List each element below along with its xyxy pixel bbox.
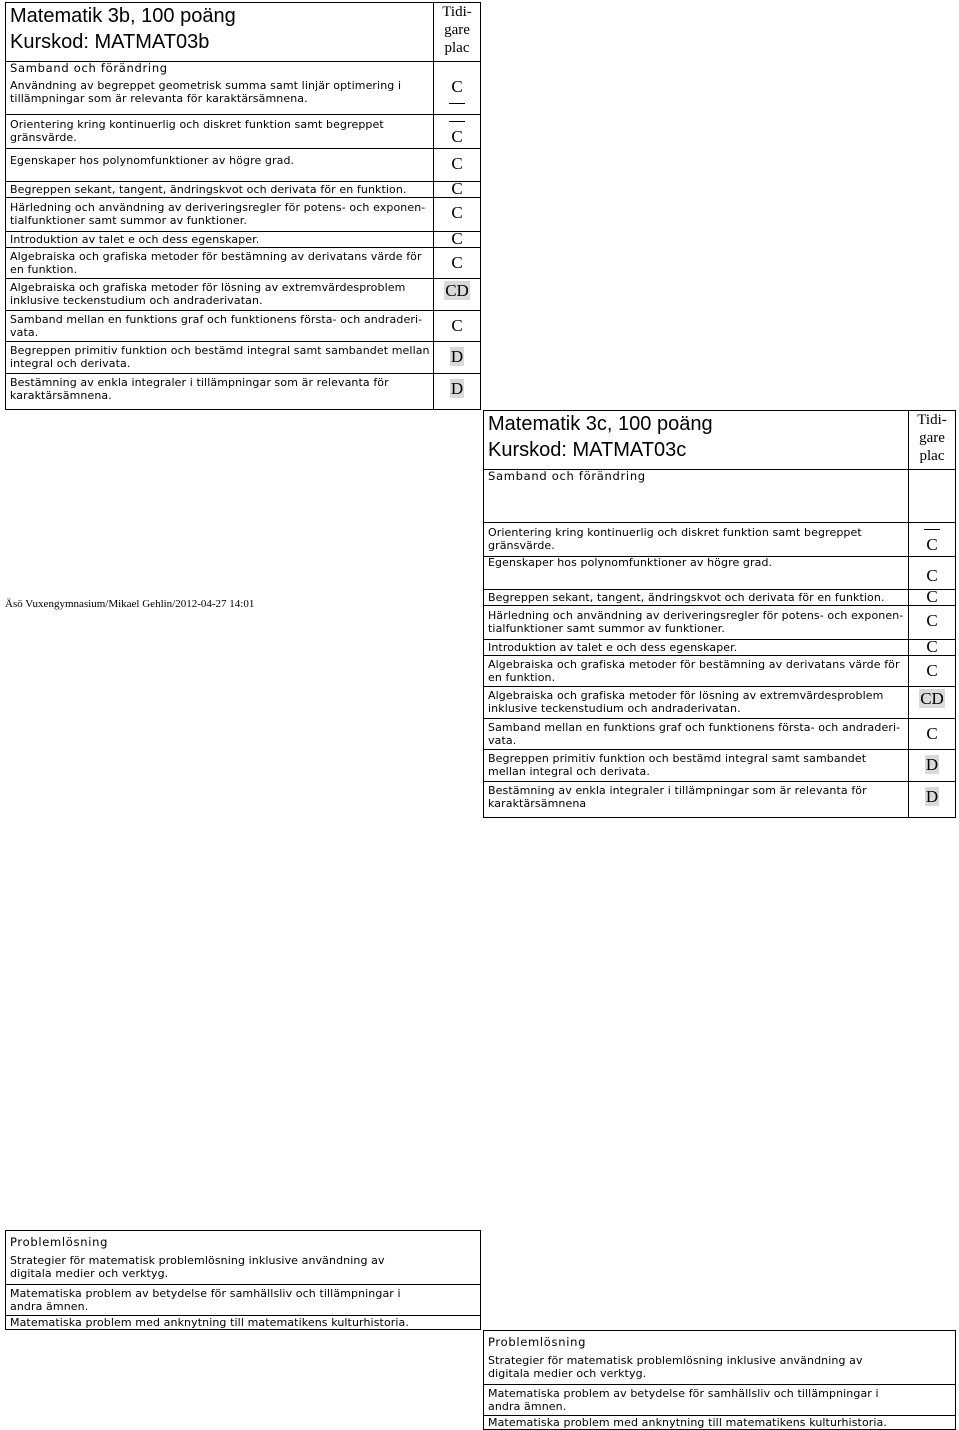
section-heading: Problemlösning xyxy=(10,1235,109,1249)
course-3b-code: Kurskod: MATMAT03b xyxy=(10,31,210,53)
table-row: Användning av begreppet geometrisk summa samt linjär optimering i tillämpningar som är relevanta för karaktärsämnena. C xyxy=(6,76,480,115)
table-row xyxy=(484,484,955,523)
table-row: Bestämning av enkla integraler i tillämpningar som är relevanta för karaktärsämnena. D xyxy=(10,376,464,402)
table-row: Strategier för matematisk problemlösning inklusive användning av digitala medier och verktyg. xyxy=(484,1350,955,1385)
table-row: Begreppen sekant, tangent, ändringskvot och derivata för en funktion. C xyxy=(484,589,955,606)
table-row: Samband mellan en funktions graf och funktionens första- och andraderi-vata. C xyxy=(6,310,480,342)
table-row: Bestämning av enkla integraler i tillämpningar som är relevanta för karaktärsämnena D xyxy=(488,784,939,810)
table-row: Strategier för matematisk problemlösning inklusive användning av digitala medier och verktyg. xyxy=(6,1250,480,1285)
table-row: Orientering kring kontinuerlig och diskret funktion samt begreppet gränsvärde. C xyxy=(6,114,480,149)
table-row: Matematiska problem av betydelse för samhällsliv och tillämpningar i andra ämnen. xyxy=(484,1384,955,1416)
section-heading: Samband och förändring xyxy=(10,61,168,75)
table-row: Algebraiska och grafiska metoder för lösning av extremvärdesproblem inklusive teckenstudium och andraderivatan. CD xyxy=(484,686,955,719)
table-row: Matematiska problem med anknytning till matematikens kulturhistoria. xyxy=(488,1416,887,1429)
table-row: Begreppen primitiv funktion och bestämd integral samt sambandet mellan integral och derivata. D xyxy=(484,749,955,782)
course-3c-title: Matematik 3c, 100 poäng xyxy=(488,413,713,435)
table-row: Algebraiska och grafiska metoder för bestämning av derivatans värde för en funktion. C xyxy=(484,655,955,687)
table-row: Algebraiska och grafiska metoder för bestämning av derivatans värde för en funktion. C xyxy=(6,247,480,279)
course-3c-header xyxy=(484,411,955,470)
table-row: Orientering kring kontinuerlig och diskret funktion samt begreppet gränsvärde. C xyxy=(484,522,955,557)
course-3c-code: Kurskod: MATMAT03c xyxy=(488,439,687,461)
section-heading: Samband och förändring xyxy=(488,469,646,483)
table-row: Egenskaper hos polynomfunktioner av högre grad. C xyxy=(484,556,955,590)
table-row: Introduktion av talet e och dess egenskaper. C xyxy=(6,231,480,248)
footer-text: Äsö Vuxengymnasium/Mikael Gehlin/2012-04-27 14:01 xyxy=(5,598,255,610)
table-row: Matematiska problem av betydelse för samhällsliv och tillämpningar i andra ämnen. xyxy=(6,1284,480,1316)
table-row: Begreppen primitiv funktion och bestämd integral samt sambandet mellan integral och derivata. D xyxy=(6,341,480,374)
problem-solving-3c xyxy=(483,1330,956,1430)
previous-placement-header: Tidi- gare plac xyxy=(908,411,955,469)
table-row: Introduktion av talet e och dess egenskaper. C xyxy=(484,639,955,656)
table-row: Begreppen sekant, tangent, ändringskvot och derivata för en funktion. C xyxy=(6,181,480,198)
table-row: Samband mellan en funktions graf och funktionens första- och andraderi-vata. C xyxy=(484,718,955,750)
course-3b-table xyxy=(5,2,481,410)
table-row: Matematiska problem med anknytning till matematikens kulturhistoria. xyxy=(10,1316,409,1329)
previous-placement-header: Tidi- gare plac xyxy=(433,3,480,61)
course-3b-header xyxy=(6,3,480,62)
problem-solving-3b xyxy=(5,1230,481,1330)
table-row: Härledning och användning av deriveringsregler för potens- och exponen-tialfunktioner samt summor av funktioner. C xyxy=(6,197,480,232)
table-row: Algebraiska och grafiska metoder för lösning av extremvärdesproblem inklusive teckenstudium och andraderivatan. CD xyxy=(6,278,480,311)
table-row: Egenskaper hos polynomfunktioner av högre grad. C xyxy=(6,148,480,182)
table-row: Härledning och användning av deriveringsregler för potens- och exponen-tialfunktioner samt summor av funktioner. C xyxy=(484,605,955,640)
course-3c-table xyxy=(483,410,956,818)
course-3b-title: Matematik 3b, 100 poäng xyxy=(10,5,236,27)
section-heading: Problemlösning xyxy=(488,1335,587,1349)
